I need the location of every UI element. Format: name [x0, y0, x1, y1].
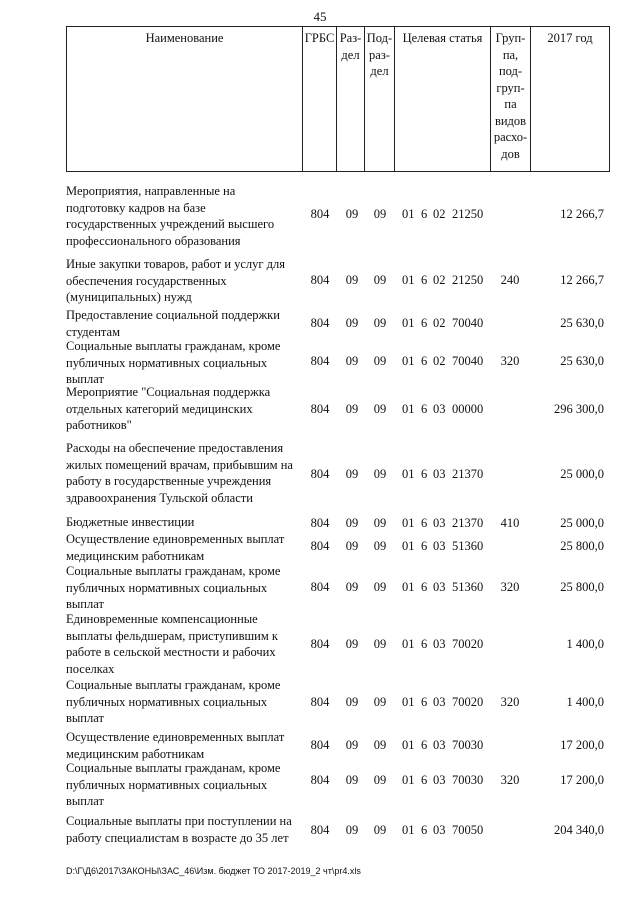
- row-amount: 12 266,7: [560, 273, 604, 287]
- row-target-direction: 70050: [452, 823, 484, 837]
- row-target-program: 01: [402, 738, 415, 752]
- row-grbs: 804: [310, 580, 330, 594]
- row-target-direction: 21370: [452, 467, 484, 481]
- row-amount: 17 200,0: [560, 738, 604, 752]
- header-podrazdel: Под- раз- дел: [365, 27, 395, 171]
- row-podrazdel: 09: [373, 354, 387, 368]
- row-razdel: 09: [345, 738, 359, 752]
- row-amount: 204 340,0: [554, 823, 604, 837]
- row-target-subprogram: 6: [421, 580, 428, 594]
- row-razdel: 09: [345, 695, 359, 709]
- row-target-event: 03: [433, 402, 446, 416]
- row-podrazdel: 09: [373, 823, 387, 837]
- row-target-direction: 51360: [452, 539, 484, 553]
- row-target-subprogram: 6: [421, 738, 428, 752]
- row-name: Социальные выплаты гражданам, кроме публичных нормативных социальных выплат: [66, 564, 281, 611]
- row-target-program: 01: [402, 402, 415, 416]
- header-grbs: ГРБС: [303, 27, 337, 171]
- row-name: Расходы на обеспечение предоставления жилых помещений врачам, прибывшим на работу в государственные учреждения здравоохранения Тульской области: [66, 441, 293, 505]
- row-amount: 1 400,0: [566, 637, 604, 651]
- file-path-footer: D:\Г\Д6\2017\ЗАКОНЫ\ЗАС_46\Изм. бюджет ТО 2017-2019_2 чт\pr4.xls: [66, 866, 361, 876]
- row-expense-group: 320: [500, 580, 520, 594]
- row-target-program: 01: [402, 773, 415, 787]
- row-razdel: 09: [345, 354, 359, 368]
- row-target-direction: 51360: [452, 580, 484, 594]
- row-podrazdel: 09: [373, 207, 387, 221]
- row-amount: 12 266,7: [560, 207, 604, 221]
- row-target-program: 01: [402, 539, 415, 553]
- row-target-subprogram: 6: [421, 273, 428, 287]
- row-target-subprogram: 6: [421, 316, 428, 330]
- row-target-event: 03: [433, 467, 446, 481]
- header-expense-group: Груп- па, под- груп- па видов расхо- дов: [491, 27, 531, 171]
- row-target-event: 02: [433, 273, 446, 287]
- row-razdel: 09: [345, 273, 359, 287]
- row-target-program: 01: [402, 637, 415, 651]
- row-target-event: 02: [433, 354, 446, 368]
- row-target-direction: 70020: [452, 637, 484, 651]
- row-target-direction: 21370: [452, 516, 484, 530]
- row-amount: 25 630,0: [560, 354, 604, 368]
- row-target-program: 01: [402, 316, 415, 330]
- table-header: [66, 26, 610, 172]
- row-target-direction: 21250: [452, 273, 484, 287]
- row-expense-group: 320: [500, 773, 520, 787]
- row-name: Социальные выплаты гражданам, кроме публичных нормативных социальных выплат: [66, 339, 281, 386]
- row-target-subprogram: 6: [421, 773, 428, 787]
- row-name: Осуществление единовременных выплат медицинским работникам: [66, 532, 285, 563]
- row-razdel: 09: [345, 539, 359, 553]
- row-grbs: 804: [310, 516, 330, 530]
- row-name: Предоставление социальной поддержки студентам: [66, 308, 280, 339]
- row-expense-group: 320: [500, 354, 520, 368]
- row-target-event: 03: [433, 539, 446, 553]
- row-target-subprogram: 6: [421, 823, 428, 837]
- row-target-event: 03: [433, 823, 446, 837]
- row-target-program: 01: [402, 823, 415, 837]
- row-razdel: 09: [345, 823, 359, 837]
- row-grbs: 804: [310, 738, 330, 752]
- header-name: Наименование: [67, 27, 303, 171]
- row-grbs: 804: [310, 773, 330, 787]
- row-grbs: 804: [310, 402, 330, 416]
- row-target-program: 01: [402, 695, 415, 709]
- row-name: Социальные выплаты гражданам, кроме публичных нормативных социальных выплат: [66, 761, 281, 808]
- row-target-subprogram: 6: [421, 695, 428, 709]
- row-target-direction: 70040: [452, 316, 484, 330]
- row-amount: 25 630,0: [560, 316, 604, 330]
- row-grbs: 804: [310, 207, 330, 221]
- row-name: Мероприятия, направленные на подготовку кадров на базе государственных учреждений высшего профессионального образования: [66, 184, 275, 248]
- row-name: Осуществление единовременных выплат медицинским работникам: [66, 730, 285, 761]
- row-name: Единовременные компенсационные выплаты фельдшерам, приступившим к работе в сельской местности и рабочих поселках: [66, 612, 278, 676]
- row-razdel: 09: [345, 580, 359, 594]
- row-podrazdel: 09: [373, 273, 387, 287]
- row-target-direction: 21250: [452, 207, 484, 221]
- row-target-event: 03: [433, 637, 446, 651]
- row-target-direction: 70040: [452, 354, 484, 368]
- row-podrazdel: 09: [373, 637, 387, 651]
- row-amount: 17 200,0: [560, 773, 604, 787]
- row-target-program: 01: [402, 354, 415, 368]
- row-razdel: 09: [345, 773, 359, 787]
- row-razdel: 09: [345, 207, 359, 221]
- row-razdel: 09: [345, 516, 359, 530]
- row-podrazdel: 09: [373, 539, 387, 553]
- row-expense-group: 240: [500, 273, 520, 287]
- row-razdel: 09: [345, 637, 359, 651]
- row-podrazdel: 09: [373, 402, 387, 416]
- row-target-subprogram: 6: [421, 539, 428, 553]
- row-target-direction: 00000: [452, 402, 484, 416]
- row-target-direction: 70030: [452, 738, 484, 752]
- row-amount: 25 800,0: [560, 580, 604, 594]
- header-razdel: Раз- дел: [337, 27, 365, 171]
- row-target-program: 01: [402, 207, 415, 221]
- header-year: 2017 год: [547, 31, 593, 45]
- row-target-program: 01: [402, 580, 415, 594]
- row-amount: 25 800,0: [560, 539, 604, 553]
- row-name: Мероприятие "Социальная поддержка отдельных категорий медицинских работников": [66, 385, 271, 432]
- row-amount: 25 000,0: [560, 516, 604, 530]
- row-target-subprogram: 6: [421, 516, 428, 530]
- row-target-event: 03: [433, 773, 446, 787]
- row-name: Бюджетные инвестиции: [66, 515, 195, 529]
- row-razdel: 09: [345, 316, 359, 330]
- row-target-event: 03: [433, 516, 446, 530]
- row-amount: 1 400,0: [566, 695, 604, 709]
- row-target-event: 03: [433, 580, 446, 594]
- row-podrazdel: 09: [373, 773, 387, 787]
- row-expense-group: 410: [500, 516, 520, 530]
- row-target-event: 02: [433, 207, 446, 221]
- page-number: 45: [313, 9, 327, 24]
- row-podrazdel: 09: [373, 580, 387, 594]
- row-target-event: 03: [433, 695, 446, 709]
- row-razdel: 09: [345, 402, 359, 416]
- row-name: Социальные выплаты при поступлении на работу специалистам в возрасте до 35 лет: [66, 814, 292, 845]
- row-grbs: 804: [310, 316, 330, 330]
- row-podrazdel: 09: [373, 467, 387, 481]
- row-target-subprogram: 6: [421, 207, 428, 221]
- row-target-program: 01: [402, 516, 415, 530]
- row-target-direction: 70030: [452, 773, 484, 787]
- row-target-program: 01: [402, 467, 415, 481]
- row-amount: 296 300,0: [554, 402, 604, 416]
- row-target-subprogram: 6: [421, 354, 428, 368]
- row-target-subprogram: 6: [421, 402, 428, 416]
- row-razdel: 09: [345, 467, 359, 481]
- row-amount: 25 000,0: [560, 467, 604, 481]
- row-grbs: 804: [310, 823, 330, 837]
- row-grbs: 804: [310, 467, 330, 481]
- row-name: Социальные выплаты гражданам, кроме публичных нормативных социальных выплат: [66, 678, 281, 725]
- row-target-direction: 70020: [452, 695, 484, 709]
- row-grbs: 804: [310, 273, 330, 287]
- row-grbs: 804: [310, 637, 330, 651]
- header-target-article: Целевая статья: [395, 27, 491, 171]
- row-target-subprogram: 6: [421, 467, 428, 481]
- row-target-event: 03: [433, 738, 446, 752]
- row-name: Иные закупки товаров, работ и услуг для обеспечения государственных (муниципальных) нужд: [66, 257, 286, 304]
- row-podrazdel: 09: [373, 516, 387, 530]
- row-expense-group: 320: [500, 695, 520, 709]
- row-podrazdel: 09: [373, 738, 387, 752]
- row-podrazdel: 09: [373, 316, 387, 330]
- row-target-program: 01: [402, 273, 415, 287]
- row-target-event: 02: [433, 316, 446, 330]
- row-target-subprogram: 6: [421, 637, 428, 651]
- row-podrazdel: 09: [373, 695, 387, 709]
- row-grbs: 804: [310, 695, 330, 709]
- row-grbs: 804: [310, 354, 330, 368]
- row-grbs: 804: [310, 539, 330, 553]
